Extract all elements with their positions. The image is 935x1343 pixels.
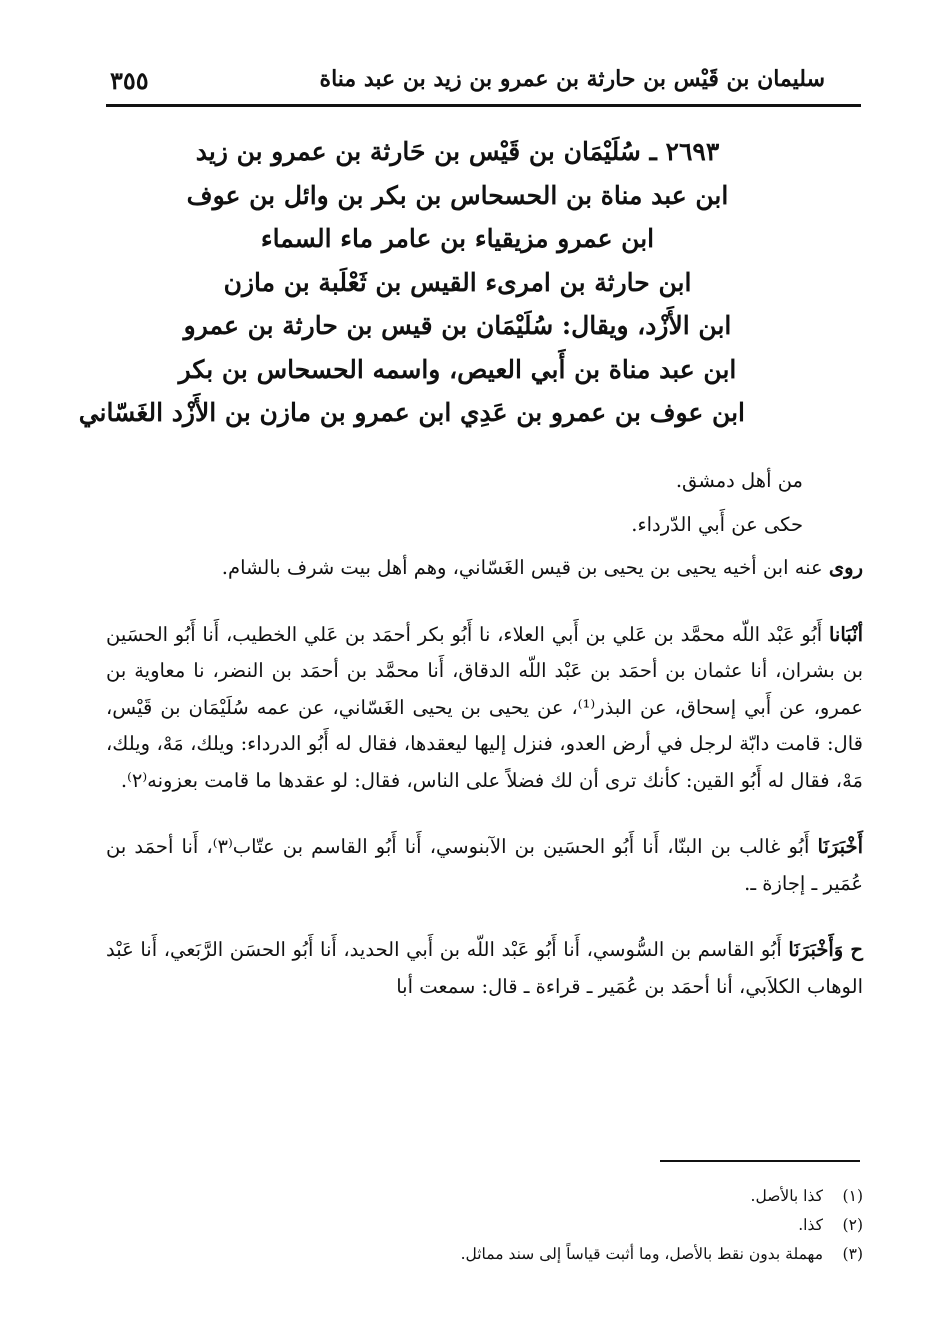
heading-line: ابن عبد مناة بن الحسحاس بن بكر بن وائل بن عوف [186,180,729,210]
footnote-number: (٣) [842,1245,863,1263]
footnote-item [200,1211,863,1240]
body-text [106,462,863,1005]
heading-line: ابن عمرو مزيقياء بن عامر ماء السماء [260,224,655,253]
keyword-rawa: روى [828,556,863,579]
paragraph-text: أَبُو عَبْد اللّه محمَّد بن عَلي بن أَبي العلاء، نا أَبُو بكر أحمَد بن عَلي الخطيب، أَنا أَبُو الحسَين بن بشران، أنا عثمان بن أحمَد بن عَبْد اللّه الدقاق، أَنا محمَّد بن أحمَد بن النضر، نا معاوية بن عمرو، عن أَبي إسحاق، عن البذر⁽¹⁾، عن يحيى بن يحيى الغَسّاني، عن عمه سُلَيْمَان بن قَيْس، قال: قامت دابّة لرجل في أرض العدو، فنزل إليها ليعقدها، فقال له أَبُو الدرداء: ويلك، مَهْ، ويلك، مَهْ، فقال له أَبُو القين: كأنك ترى أن لك فضلاً على الناس، فقال: لو عقدها ما قامت بعزونه⁽٢⁾. [106,622,863,792]
narrated-from-line: حكى عن أَبي الدّرداء. [631,513,803,536]
biography-heading [78,130,745,435]
heading-line: ابن عوف بن عمرو بن عَدِي ابن عمرو بن مازن بن الأَزْد الغَسّاني [78,398,745,427]
narrators-paragraph [106,550,863,587]
footnote-rule [660,1160,860,1162]
heading-line: ابن عبد مناة بن أَبي العيص، واسمه الحسحاس بن بكر [178,354,737,384]
paragraph-text: عنه ابن أخيه يحيى بن يحيى بن قيس الغَسّاني، وهم أهل بيت شرف بالشام. [221,556,829,579]
footnote-text: مهملة بدون نقط بالأصل، وما أثبت قياساً إلى سند مماثل. [460,1245,823,1263]
footnote-text: كذا. [798,1216,823,1234]
ha-marker: ح [843,938,863,961]
isnad-paragraph-1 [106,617,863,800]
paragraph-text: أَبُو القاسم بن السُّوسي، أَنا أَبُو عَبْد اللّه بن أَبي الحديد، أَنا أَبُو الحسَن الرَّبَعي، أَنا عَبْد الوهاب الكلاَبي، أنا أحمَد بن عُمَير ـ قراءة ـ قال: سمعت أبا [106,938,863,998]
keyword-wa-akhbarana: وَأَخْبَرَنَا [788,938,844,961]
footnote-number: (١) [842,1187,863,1205]
isnad-paragraph-2 [106,829,863,902]
isnad-paragraph-3 [106,932,863,1005]
heading-line: ابن حارثة بن امرىء القيس بن ثَعْلَبة بن مازن [223,267,692,297]
keyword-anbana: أنْبَانا [828,622,863,646]
page-number: ٣٥٥ [110,66,149,95]
footnote-number: (٢) [842,1216,863,1234]
keyword-akhbarana: أَخْبَرَنَا [817,835,864,858]
page-header [110,60,825,104]
heading-line: ٢٦٩٣ ـ سُلَيْمَان بن قَيْس بن حَارثة بن عمرو بن زيد [195,137,720,166]
header-rule [106,104,861,107]
origin-line: من أهل دمشق. [675,469,803,492]
heading-line: ابن الأَزْد، ويقال: سُلَيْمَان بن قيس بن حارثة بن عمرو [183,311,732,340]
paragraph-text: أَبُو غالب بن البنّا، أَنا أَبُو الحسَين بن الآبنوسي، أَنا أَبُو القاسم بن عتّاب⁽٣⁾، أَنا أحمَد بن عُمَير ـ إجازة ـ. [106,835,863,895]
footnotes [200,1182,863,1269]
footnote-text: كذا بالأصل. [750,1187,823,1205]
footnote-item [200,1240,863,1269]
running-title: سليمان بن قَيْس بن حارثة بن عمرو بن زيد بن عبد مناة [319,66,825,92]
footnote-item [200,1182,863,1211]
